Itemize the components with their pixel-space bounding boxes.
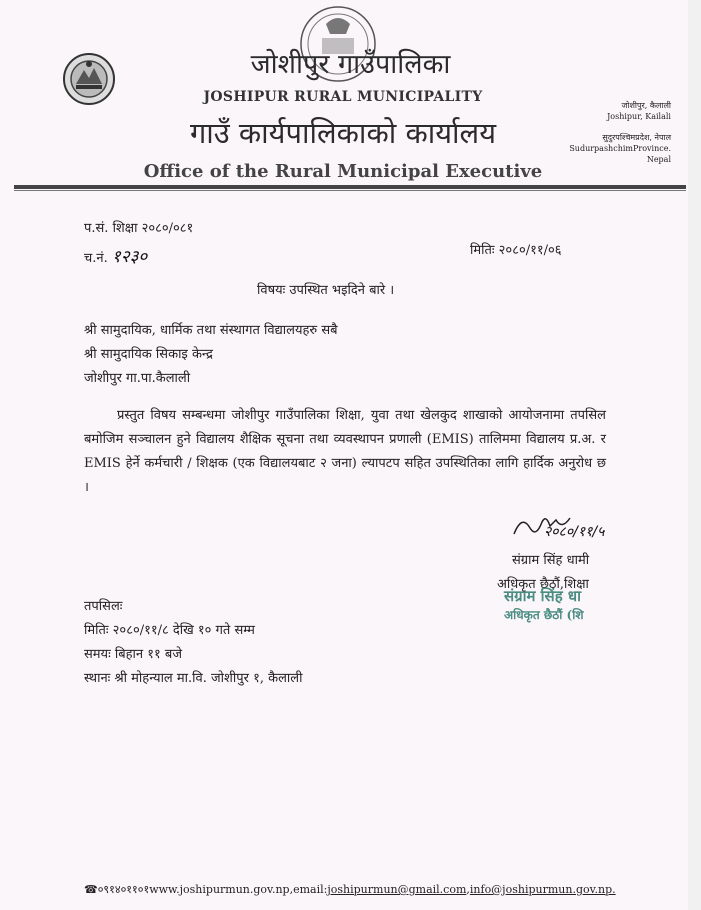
footer-phone: ०९१४०११०१	[97, 883, 150, 896]
signatory-name: संग्राम सिंह धामी	[512, 553, 590, 568]
dispatch-number: १२३०	[111, 247, 148, 267]
office-name-english: Office of the Rural Municipal Executive	[143, 161, 543, 182]
signatory-title: अधिकृत छैठौं,शिक्षा	[497, 577, 589, 592]
dispatch-label: च.नं.	[84, 251, 108, 266]
phone-icon: ☎	[84, 883, 98, 896]
recipient-line: जोशीपुर गा.पा.कैलाली	[84, 371, 191, 386]
municipality-name-english: JOSHIPUR RURAL MUNICIPALITY	[203, 89, 483, 105]
details-heading: तपसिलः	[84, 599, 123, 614]
details-place: स्थानः श्री मोहन्याल मा.वि. जोशीपुर १, कैलाली	[84, 671, 303, 686]
footer-email-label: email:	[293, 883, 328, 896]
address-line: Joshipur, Kailali	[607, 112, 671, 121]
address-line: जोशीपुर, कैलाली	[621, 101, 671, 110]
dispatch-number-row	[84, 244, 147, 267]
header-rule	[14, 185, 686, 189]
scan-edge	[688, 0, 701, 910]
footer-email-1[interactable]: joshipurmun@gmail.com	[327, 883, 467, 896]
details-date: मितिः २०८०/११/८ देखि १० गते सम्म	[84, 623, 255, 638]
official-stamp	[504, 586, 584, 623]
letter-body: प्रस्तुत विषय सम्बन्धमा जोशीपुर गाउँपालिका शिक्षा, युवा तथा खेलकुद शाखाको आयोजनामा तपसिल बमोजिम सञ्चालन हुने विद्यालय शैक्षिक सूचना तथा व्यवस्थापन प्रणाली (EMIS) तालिममा विद्यालय प्र.अ. र EMIS हेर्ने कर्मचारी / शिक्षक (एक विद्यालयबाट २ जना) ल्यापटप सहित उपस्थितिका लागि हार्दिक अनुरोध छ ।	[84, 408, 606, 495]
stamp-title: अधिकृत छैठौं (शि	[504, 608, 584, 622]
footer-email-2[interactable]: info@joshipurmun.gov.np.	[469, 883, 616, 896]
reference-number: प.सं. शिक्षा २०८०/०८१	[84, 221, 194, 236]
subject-line: विषयः उपस्थित भइदिने बारे ।	[257, 283, 395, 298]
address-line: SudurpashchimProvince.	[569, 144, 671, 153]
address-line: Nepal	[646, 155, 671, 164]
signature-date: २०८०/११/५	[544, 524, 605, 540]
address-block	[569, 100, 671, 165]
footer-website[interactable]: www.joshipurmun.gov.np,	[149, 883, 294, 896]
recipient-line: श्री सामुदायिक, धार्मिक तथा संस्थागत विद्यालयहरु सबै	[84, 323, 338, 338]
address-line: सुदुरपश्चिमप्रदेश, नेपाल	[602, 133, 671, 142]
letter-date: मितिः २०८०/११/०६	[470, 243, 562, 258]
details-time: समयः बिहान ११ बजे	[84, 647, 182, 662]
footer-contact: ☎०९१४०११०१www.joshipurmun.gov.np,email:joshipurmun@gmail.com,info@joshipurmun.gov.np.	[84, 883, 616, 896]
header-rule-thin	[14, 190, 686, 191]
municipality-name-nepali: जोशीपुर गाउँपालिका	[250, 49, 451, 80]
stamp-name: संग्राम सिंह धा	[504, 587, 581, 605]
office-name-nepali: गाउँ कार्यपालिकाको कार्यालय	[189, 116, 497, 150]
recipient-line: श्री सामुदायिक सिकाइ केन्द्र	[84, 347, 213, 362]
